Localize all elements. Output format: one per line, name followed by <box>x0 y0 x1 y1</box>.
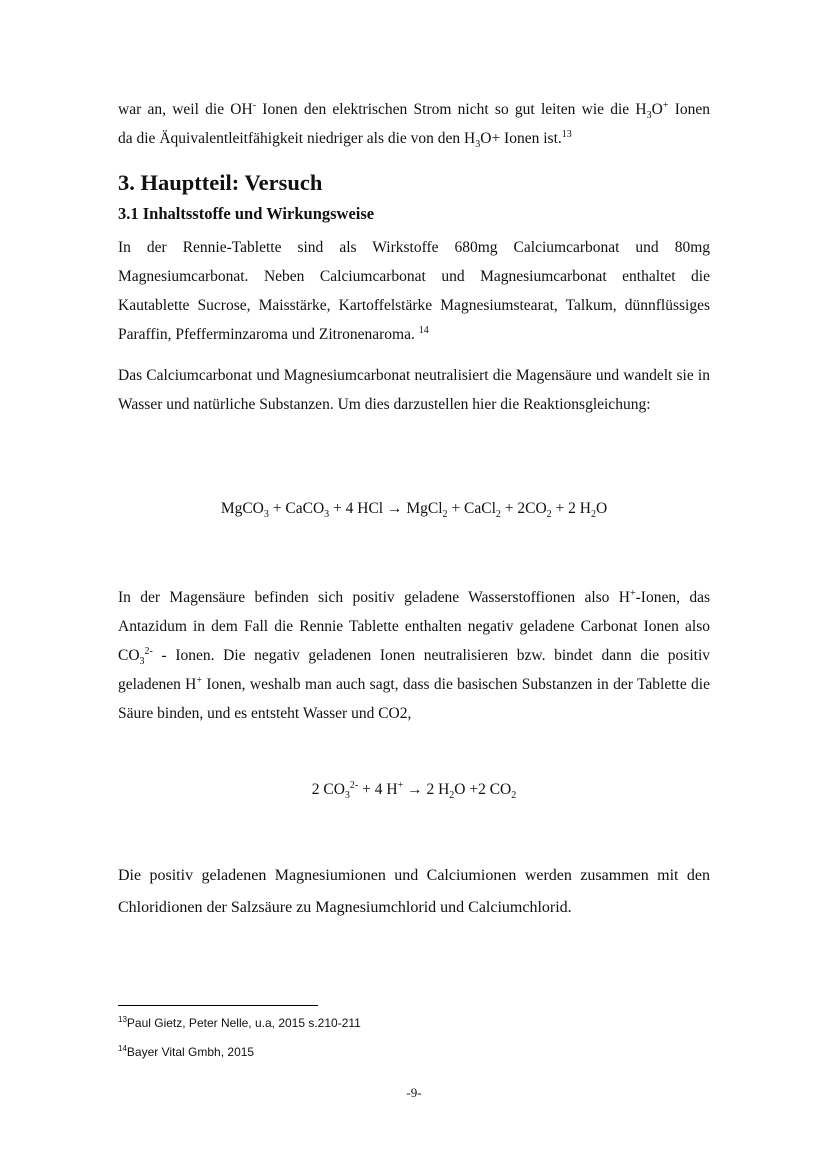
eq-term: + 4 H <box>358 781 398 798</box>
subscript: 2 <box>442 509 448 521</box>
subscript: 2 <box>511 790 517 802</box>
subscript: 3 <box>139 656 145 668</box>
eq-term: O +2 CO <box>454 781 512 798</box>
footnote-text: Bayer Vital Gmbh, 2015 <box>126 1045 255 1059</box>
subscript: 3 <box>263 509 269 521</box>
subscript: 3 <box>475 139 481 151</box>
superscript: - <box>252 99 257 111</box>
text-run: - Ionen. Die negativ geladenen Ionen neutralisieren bzw. bindet dann die positiv geladenen H <box>118 647 710 693</box>
subsection-heading: 3.1 Inhaltsstoffe und Wirkungsweise <box>118 204 375 223</box>
intro-line-1 <box>118 95 710 124</box>
footnote-text: Paul Gietz, Peter Nelle, u.a, 2015 s.210-211 <box>126 1016 361 1030</box>
text-run: Ionen den elektrischen Strom nicht so gut leiten wie die H <box>256 101 647 118</box>
text-run: Ionen, weshalb man auch sagt, dass die basischen Substanzen in der Tablette die Säure binden, und es entsteht Wasser und CO2, <box>118 676 710 722</box>
reaction-equation-1 <box>118 500 710 521</box>
superscript: + <box>196 674 203 686</box>
paragraph-text: Die positiv geladenen Magnesiumionen und Calciumionen werden zusammen mit den Chloridionen der Salzsäure zu Magnesiumchlorid und Calciumchlorid. <box>118 867 710 916</box>
paragraph-ingredients <box>118 233 710 349</box>
eq-term: → 2 H <box>403 781 450 798</box>
eq-term: O <box>595 500 608 517</box>
paragraph-chlorides <box>118 860 710 924</box>
eq-term: + 4 HCl → MgCl <box>329 500 443 517</box>
text-run: da die Äquivalentleitfähigkeit niedriger als die von den H <box>118 130 476 147</box>
paragraph-text: In der Rennie-Tablette sind als Wirkstoffe 680mg Calciumcarbonat und 80mg Magnesiumcarbonat. Neben Calciumcarbonat und Magnesiumcarbonat enthaltet die Kautablette Sucrose, Maisstärke, Kartoffelstärke Magnesiumstearat, Talkum, dünnflüssiges Paraffin, Pfefferminzaroma und Zitronenaroma. <box>118 239 710 343</box>
superscript: 2- <box>349 779 359 791</box>
superscript: + <box>662 99 669 111</box>
text-run: In der Magensäure befinden sich positiv geladene Wasserstoffionen also H <box>118 589 630 606</box>
eq-term: + CaCl <box>447 500 496 517</box>
footnote-number: 13 <box>118 1015 127 1024</box>
intro-paragraph <box>118 95 710 153</box>
text-run: Ionen <box>668 101 710 118</box>
subscript: 2 <box>546 509 552 521</box>
eq-term: + 2CO <box>500 500 547 517</box>
footnote-13 <box>118 1016 361 1030</box>
page-number: -9- <box>406 1085 422 1100</box>
eq-term: + CaCO <box>268 500 325 517</box>
reaction-equation-2 <box>118 779 710 802</box>
subscript: 3 <box>646 110 652 122</box>
eq-term: 2 CO <box>311 781 345 798</box>
footnote-number: 14 <box>118 1044 127 1053</box>
text-run: -Ionen, das Antazidum in dem Fall die Rennie Tablette enthalten negativ geladene Carbonat Ionen also CO <box>118 589 710 664</box>
superscript: + <box>630 587 636 599</box>
eq-term: + 2 H <box>551 500 591 517</box>
text-run: war an, weil die OH <box>118 101 253 118</box>
text-run: O <box>651 101 663 118</box>
text-run: O+ Ionen ist. <box>480 130 562 147</box>
footnote-ref[interactable]: 14 <box>418 324 429 336</box>
eq-term: MgCO <box>220 500 264 517</box>
subscript: 3 <box>324 509 330 521</box>
paragraph-neutralization <box>118 361 710 419</box>
subscript: 2 <box>590 509 596 521</box>
subscript: 3 <box>344 790 350 802</box>
superscript: 2- <box>144 645 153 657</box>
footnote-14 <box>118 1045 254 1059</box>
subscript: 2 <box>449 790 455 802</box>
subscript: 2 <box>495 509 501 521</box>
section-heading: 3. Hauptteil: Versuch <box>118 170 323 195</box>
paragraph-text: Das Calciumcarbonat und Magnesiumcarbonat neutralisiert die Magensäure und wandelt sie in Wasser und natürliche Substanzen. Um dies darzustellen hier die Reaktionsgleichung: <box>118 367 710 413</box>
footnote-divider <box>118 1005 318 1006</box>
paragraph-ions <box>118 583 710 728</box>
superscript: + <box>397 779 404 791</box>
footnote-ref[interactable]: 13 <box>561 128 572 140</box>
intro-line-2 <box>118 124 710 153</box>
